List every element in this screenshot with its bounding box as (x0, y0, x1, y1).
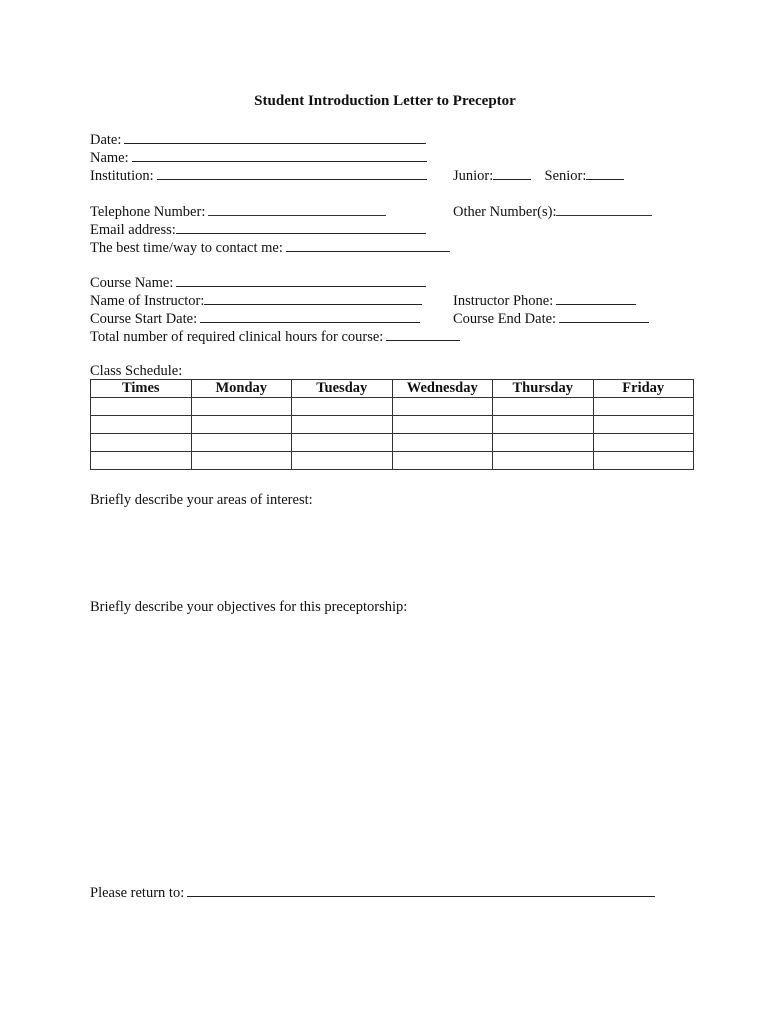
schedule-cell[interactable] (292, 452, 393, 470)
schedule-header-times: Times (91, 380, 192, 398)
schedule-row (91, 452, 694, 470)
return-row (90, 883, 655, 901)
class-schedule-label: Class Schedule: (90, 363, 183, 379)
return-label: Please return to: (90, 885, 185, 901)
institution-row (90, 166, 427, 184)
date-row (90, 130, 426, 148)
course-name-row (90, 273, 426, 291)
schedule-cell[interactable] (91, 416, 192, 434)
other-numbers-row (453, 202, 652, 220)
clinical-hours-label: Total number of required clinical hours for course: (90, 329, 384, 345)
schedule-cell[interactable] (292, 416, 393, 434)
email-field[interactable] (176, 220, 426, 234)
senior-field[interactable] (586, 166, 624, 180)
email-row (90, 220, 426, 238)
schedule-row (91, 398, 694, 416)
contact-row (90, 238, 450, 256)
course-end-label: Course End Date: (453, 311, 557, 327)
schedule-cell[interactable] (593, 416, 694, 434)
instructor-phone-row (453, 291, 636, 309)
course-end-row (453, 309, 649, 327)
contact-label: The best time/way to contact me: (90, 240, 283, 256)
level-row (453, 166, 624, 184)
schedule-header-wednesday: Wednesday (392, 380, 493, 398)
telephone-row (90, 202, 386, 220)
schedule-cell[interactable] (593, 452, 694, 470)
course-end-field[interactable] (559, 309, 649, 323)
interest-label: Briefly describe your areas of interest: (90, 492, 313, 508)
schedule-cell[interactable] (191, 398, 292, 416)
schedule-row (91, 434, 694, 452)
name-row (90, 148, 427, 166)
schedule-cell[interactable] (392, 452, 493, 470)
name-field[interactable] (132, 148, 427, 162)
schedule-header-friday: Friday (593, 380, 694, 398)
telephone-field[interactable] (208, 202, 386, 216)
other-numbers-label: Other Number(s): (453, 204, 557, 220)
schedule-header-row (91, 380, 694, 398)
schedule-cell[interactable] (392, 434, 493, 452)
institution-label: Institution: (90, 168, 154, 184)
schedule-cell[interactable] (392, 398, 493, 416)
instructor-phone-label: Instructor Phone: (453, 293, 554, 309)
instructor-phone-field[interactable] (556, 291, 636, 305)
schedule-row (91, 416, 694, 434)
schedule-cell[interactable] (191, 452, 292, 470)
senior-label: Senior: (544, 168, 587, 184)
course-name-field[interactable] (176, 273, 426, 287)
junior-label: Junior: (453, 168, 494, 184)
email-label: Email address: (90, 222, 176, 238)
schedule-cell[interactable] (292, 434, 393, 452)
instructor-name-field[interactable] (204, 291, 422, 305)
schedule-cell[interactable] (91, 452, 192, 470)
contact-field[interactable] (286, 238, 450, 252)
schedule-cell[interactable] (493, 398, 594, 416)
date-label: Date: (90, 132, 122, 148)
schedule-header-tuesday: Tuesday (292, 380, 393, 398)
clinical-hours-row (90, 327, 460, 345)
junior-field[interactable] (493, 166, 531, 180)
course-start-field[interactable] (200, 309, 420, 323)
form-title: Student Introduction Letter to Preceptor (254, 93, 516, 109)
telephone-label: Telephone Number: (90, 204, 206, 220)
institution-field[interactable] (157, 166, 427, 180)
schedule-cell[interactable] (91, 434, 192, 452)
schedule-cell[interactable] (292, 398, 393, 416)
instructor-name-row (90, 291, 422, 309)
course-start-row (90, 309, 420, 327)
schedule-cell[interactable] (191, 434, 292, 452)
instructor-name-label: Name of Instructor: (90, 293, 205, 309)
course-name-label: Course Name: (90, 275, 174, 291)
name-label: Name: (90, 150, 129, 166)
schedule-cell[interactable] (392, 416, 493, 434)
schedule-cell[interactable] (493, 416, 594, 434)
clinical-hours-field[interactable] (386, 327, 460, 341)
schedule-cell[interactable] (91, 398, 192, 416)
schedule-cell[interactable] (191, 416, 292, 434)
return-field[interactable] (187, 883, 655, 897)
objectives-label: Briefly describe your objectives for this preceptorship: (90, 599, 408, 615)
schedule-cell[interactable] (493, 452, 594, 470)
other-numbers-field[interactable] (556, 202, 652, 216)
class-schedule-table (90, 379, 694, 470)
schedule-header-monday: Monday (191, 380, 292, 398)
schedule-cell[interactable] (493, 434, 594, 452)
date-field[interactable] (124, 130, 426, 144)
schedule-header-thursday: Thursday (493, 380, 594, 398)
schedule-cell[interactable] (593, 434, 694, 452)
course-start-label: Course Start Date: (90, 311, 198, 327)
schedule-cell[interactable] (593, 398, 694, 416)
